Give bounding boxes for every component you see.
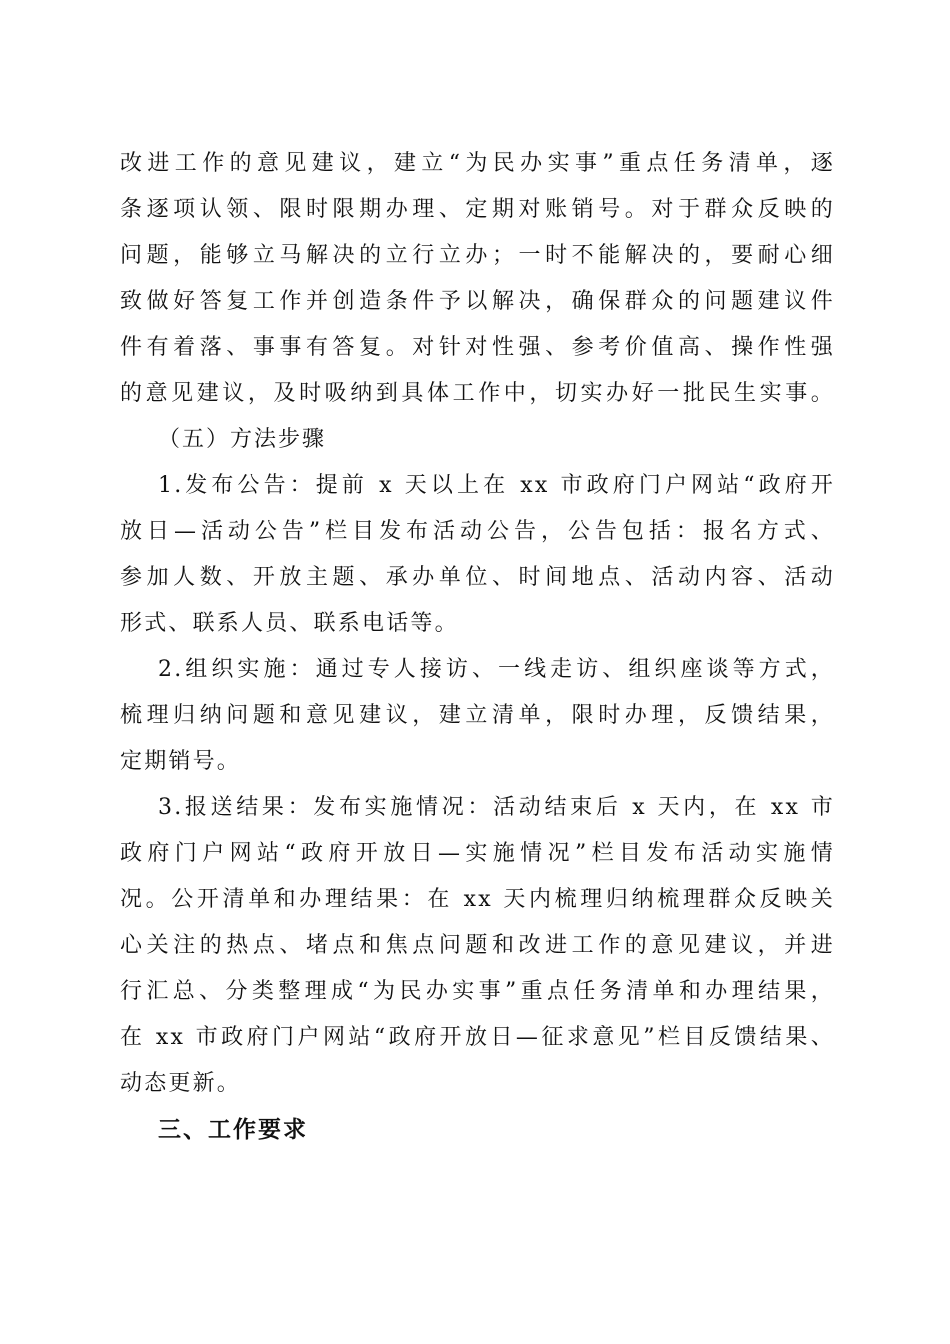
step-2-line: 2.组织实施：通过专人接访、一线走访、组织座谈等方式， xyxy=(158,657,835,682)
step-3-line: 3.报送结果：发布实施情况：活动结束后 x 天内，在 xx 市 xyxy=(158,795,835,820)
paragraph-line: 条逐项认领、限时限期办理、定期对账销号。对于群众反映的 xyxy=(120,197,835,222)
step-1-line: 1.发布公告：提前 x 天以上在 xx 市政府门户网站“政府开 xyxy=(158,473,835,498)
section-heading-requirements: 三、工作要求 xyxy=(158,1117,308,1143)
step-3-line: 况。公开清单和办理结果：在 xx 天内梳理归纳梳理群众反映关 xyxy=(120,887,835,912)
section-heading-methods: （五）方法步骤 xyxy=(158,427,327,452)
paragraph-line: 改进工作的意见建议，建立“为民办实事”重点任务清单，逐 xyxy=(120,151,835,176)
step-3-line: 心关注的热点、堵点和焦点问题和改进工作的意见建议，并进 xyxy=(120,933,835,958)
paragraph-line: 致做好答复工作并创造条件予以解决，确保群众的问题建议件 xyxy=(120,289,835,314)
paragraph-line: 的意见建议，及时吸纳到具体工作中，切实办好一批民生实事。 xyxy=(120,381,835,406)
step-3-line: 在 xx 市政府门户网站“政府开放日—征求意见”栏目反馈结果、 xyxy=(120,1025,835,1050)
step-2-line: 定期销号。 xyxy=(120,749,242,774)
step-2-line: 梳理归纳问题和意见建议，建立清单，限时办理，反馈结果， xyxy=(120,703,835,728)
step-1-line: 形式、联系人员、联系电话等。 xyxy=(120,611,459,636)
paragraph-line: 问题，能够立马解决的立行立办；一时不能解决的，要耐心细 xyxy=(120,243,835,268)
step-1-line: 参加人数、开放主题、承办单位、时间地点、活动内容、活动 xyxy=(120,565,835,590)
step-1-line: 放日—活动公告”栏目发布活动公告，公告包括：报名方式、 xyxy=(120,519,835,544)
step-3-line: 动态更新。 xyxy=(120,1071,242,1096)
step-3-line: 政府门户网站“政府开放日—实施情况”栏目发布活动实施情 xyxy=(120,841,835,866)
step-3-line: 行汇总、分类整理成“为民办实事”重点任务清单和办理结果， xyxy=(120,979,835,1004)
paragraph-line: 件有着落、事事有答复。对针对性强、参考价值高、操作性强 xyxy=(120,335,835,360)
